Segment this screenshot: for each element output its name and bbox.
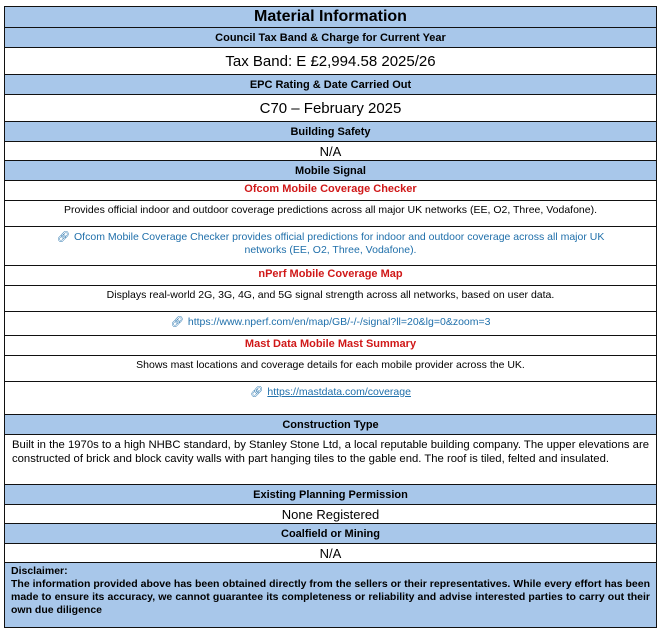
- building-safety-value: N/A: [5, 142, 656, 161]
- epc-value: C70 – February 2025: [5, 95, 656, 122]
- disclaimer-label: Disclaimer:: [11, 565, 68, 577]
- nperf-link-text[interactable]: https://www.nperf.com/en/map/GB/-/-/signal?ll=20&lg=0&zoom=3: [187, 316, 491, 328]
- page-title: Material Information: [5, 7, 656, 28]
- planning-heading: Existing Planning Permission: [5, 485, 656, 505]
- mastdata-link-row: [5, 382, 656, 415]
- coalfield-value: N/A: [5, 544, 656, 563]
- nperf-description: Displays real-world 2G, 3G, 4G, and 5G signal strength across all networks, based on user data.: [5, 286, 656, 312]
- link-icon: 🔗︎: [170, 316, 184, 328]
- council-tax-heading: Council Tax Band & Charge for Current Year: [5, 28, 656, 48]
- coalfield-heading: Coalfield or Mining: [5, 524, 656, 544]
- epc-heading: EPC Rating & Date Carried Out: [5, 75, 656, 95]
- nperf-link[interactable]: [171, 316, 491, 329]
- mastdata-description: Shows mast locations and coverage details for each mobile provider across the UK.: [5, 356, 656, 382]
- material-information-table: [4, 6, 657, 628]
- nperf-link-row: [5, 312, 656, 336]
- disclaimer-text: The information provided above has been obtained directly from the sellers or their representatives. While every effort has been made to ensure its accuracy, we cannot guarantee its completeness or reliability and advise interested parties to carry out their own due diligence: [11, 578, 650, 616]
- nperf-title: nPerf Mobile Coverage Map: [5, 266, 656, 286]
- ofcom-description: Provides official indoor and outdoor coverage predictions across all major UK networks (EE, O2, Three, Vodafone).: [5, 201, 656, 227]
- construction-heading: Construction Type: [5, 415, 656, 435]
- link-icon: 🔗︎: [250, 386, 264, 398]
- planning-value: None Registered: [5, 505, 656, 524]
- ofcom-link[interactable]: [35, 231, 626, 257]
- building-safety-heading: Building Safety: [5, 122, 656, 142]
- ofcom-link-row: [5, 227, 656, 266]
- ofcom-title: Ofcom Mobile Coverage Checker: [5, 181, 656, 201]
- mastdata-link-text[interactable]: https://mastdata.com/coverage: [267, 386, 411, 398]
- council-tax-value: Tax Band: E £2,994.58 2025/26: [5, 48, 656, 75]
- mobile-signal-heading: Mobile Signal: [5, 161, 656, 181]
- disclaimer: [5, 563, 656, 627]
- ofcom-link-text[interactable]: Ofcom Mobile Coverage Checker provides official predictions for indoor and outdoor coverage across all major UK networks (EE, O2, Three, Vodafone).: [74, 231, 605, 256]
- construction-value: Built in the 1970s to a high NHBC standard, by Stanley Stone Ltd, a local reputable building company. The upper elevations are constructed of brick and block cavity walls with part hanging tiles to the gable end. The roof is tiled, felted and insulated.: [5, 435, 656, 485]
- link-icon: 🔗︎: [56, 231, 71, 243]
- mastdata-link[interactable]: [250, 386, 411, 399]
- mastdata-title: Mast Data Mobile Mast Summary: [5, 336, 656, 356]
